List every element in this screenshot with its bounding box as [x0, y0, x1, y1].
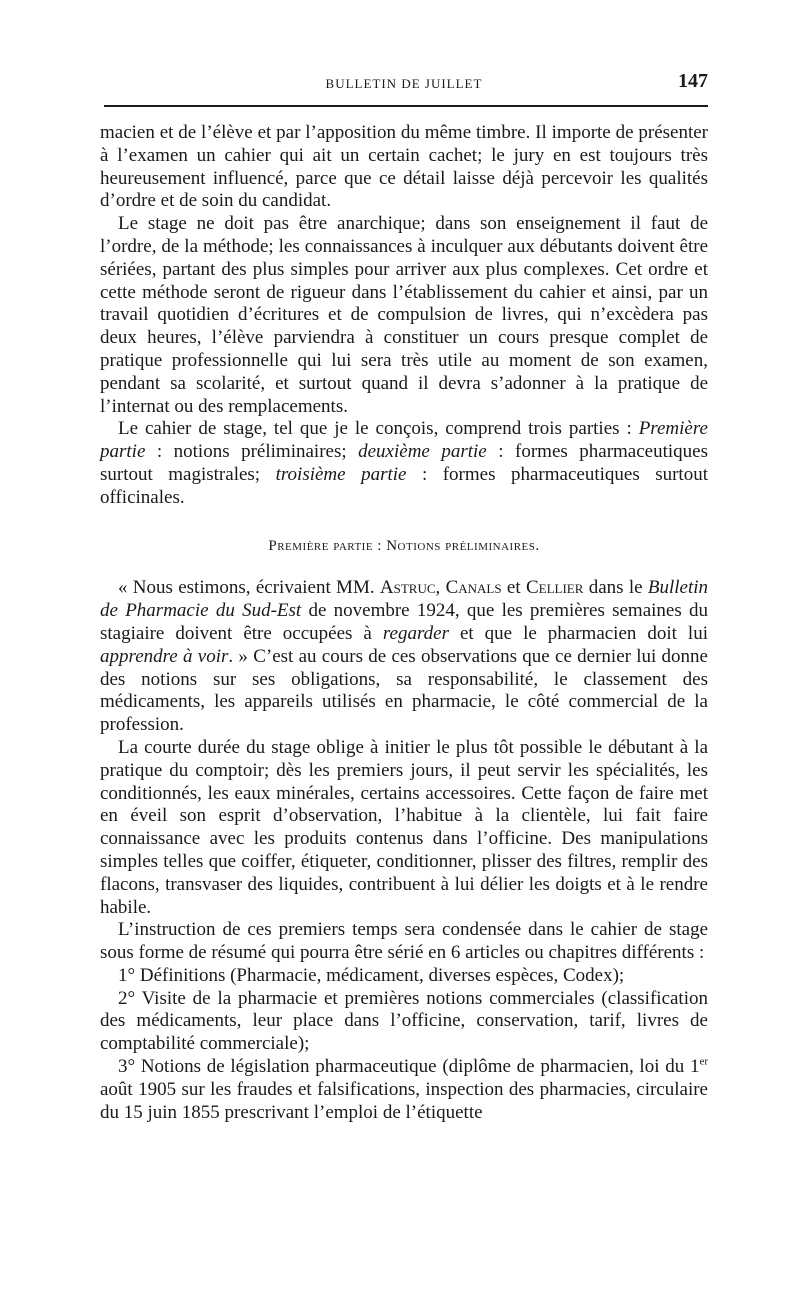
- text-run: . » C’est au cours de ces observations que ce dernier lui donne des notions sur ses obligations, sa responsabilité, le classement des médicaments, les appareils utilisés en pharmacie, le côté commercial de la profession.: [100, 645, 708, 736]
- author-name: Canals: [445, 577, 502, 599]
- list-item-2: 2° Visite de la pharmacie et premières notions commerciales (classification des médicaments, leur place dans l’officine, conservation, tarif, livres de comptabilité commerciale);: [100, 987, 708, 1055]
- superscript: er: [699, 1055, 708, 1068]
- journal-title: Bulletin de Pharmacie du Sud-Est: [100, 577, 709, 622]
- text-run: août 1905 sur les fraudes et falsifications, inspection des pharmacies, circulaire du 15 juin 1855 prescrivant l’emploi de l’étiquette: [100, 1078, 708, 1123]
- italic-run: deuxième partie: [358, 441, 487, 463]
- running-head: BULLETIN DE JUILLET: [325, 76, 483, 91]
- header-rule: [104, 105, 708, 107]
- italic-run: regarder: [382, 622, 449, 644]
- author-name: Cellier: [525, 577, 584, 599]
- page-header: [100, 70, 708, 100]
- text-run: dans le: [583, 577, 648, 599]
- text-run: : formes pharmaceutiques surtout magistrales;: [100, 441, 708, 485]
- paragraph-4: [100, 577, 708, 737]
- text-run: « Nous estimons, écrivaient MM.: [118, 577, 380, 599]
- text-run: et que le pharmacien doit lui: [448, 622, 708, 644]
- text-run: : notions préliminaires;: [145, 441, 359, 463]
- list-item-1: 1° Définitions (Pharmacie, médicament, diverses espèces, Codex);: [118, 964, 625, 986]
- author-name: Astruc: [379, 577, 436, 599]
- paragraph-6: L’instruction de ces premiers temps sera condensée dans le cahier de stage sous forme de résumé qui pourra être sérié en 6 articles ou chapitres différents :: [100, 919, 708, 964]
- paragraph-5: La courte durée du stage oblige à initier le plus tôt possible le débutant à la pratique du comptoir; dès les premiers jours, il peut servir les spécialités, les conditionnés, les eaux minérales, certains accessoires. Cette façon de faire met en éveil son esprit d’observation, l’habitue à la clientèle, lui fait faire connaissance avec les produits contenus dans l’officine. Des manipulations simples telles que coiffer, étiqueter, conditionner, plisser des filtres, remplir des flacons, transvaser des liquides, contribuent à lui délier les doigts et à le rendre habile.: [100, 736, 708, 918]
- page-body: [100, 122, 708, 1124]
- list-item-3: [100, 1056, 708, 1124]
- paragraph-1: macien et de l’élève et par l’apposition du même timbre. Il importe de présenter à l’examen un cahier qui ait un certain cachet; le jury en est toujours très heureusement influencé, parce que ce détail laisse déjà percevoir les qualités d’ordre et de soin du candidat.: [100, 122, 708, 212]
- italic-run: apprendre à voir: [100, 645, 229, 667]
- italic-run: troisième partie: [275, 463, 407, 485]
- text-run: 3° Notions de législation pharmaceutique (diplôme de pharmacien, loi du 1: [118, 1056, 700, 1078]
- text-run: ,: [435, 577, 446, 599]
- paragraph-2: Le stage ne doit pas être anarchique; dans son enseignement il faut de l’ordre, de la méthode; les connaissances à inculquer aux débutants doivent être sériées, partant des plus simples pour arriver aux plus complexes. Cet ordre et cette méthode seront de rigueur dans l’établissement du cahier et ainsi, par un travail quotidien d’écritures et de compulsion de livres, qui n’excèdera pas deux heures, l’élève parviendra à constituer un cours presque complet de pratique professionnelle qui lui sera très utile au moment de son examen, pendant sa scolarité, et surtout quand il devra s’adonner à la pratique de l’internat ou des remplacements.: [100, 213, 708, 417]
- italic-run: Première partie: [100, 418, 708, 463]
- paragraph-3: [100, 418, 708, 509]
- text-run: de novembre 1924, que les premières semaines du stagiaire doivent être occupées à: [100, 600, 709, 644]
- page-number: 147: [678, 70, 708, 92]
- section-heading: Première partie : Notions préliminaires.: [268, 537, 540, 554]
- text-run: et: [501, 577, 526, 599]
- text-run: : formes pharmaceutiques surtout officinales.: [100, 463, 708, 508]
- text-run: Le cahier de stage, tel que je le conçois, comprend trois parties :: [118, 418, 639, 440]
